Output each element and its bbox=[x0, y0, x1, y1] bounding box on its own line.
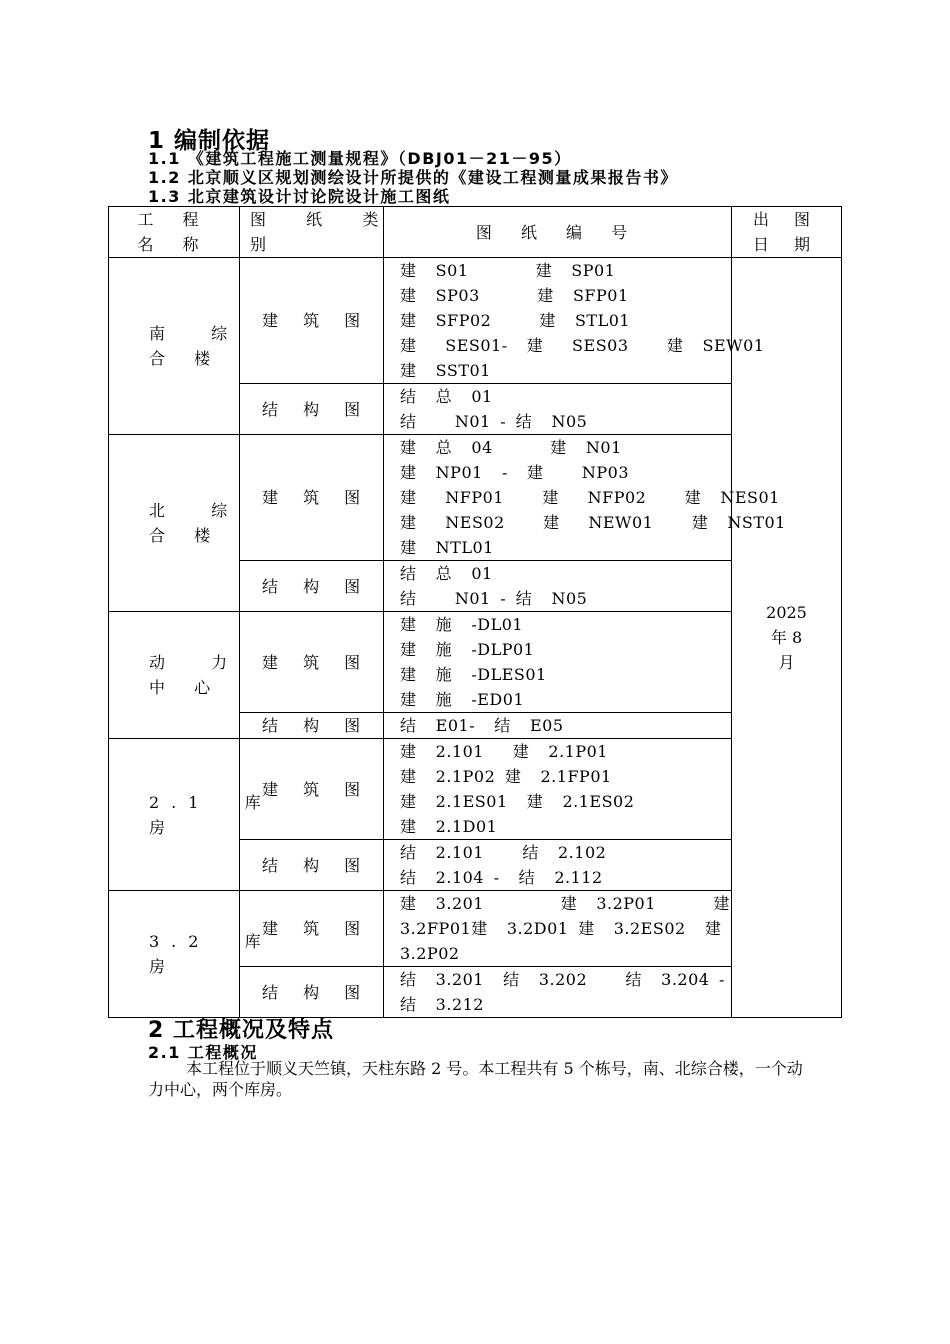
project-name-cell: 动 力 中 心 bbox=[109, 612, 240, 739]
drawing-code-line: 结 3.201 结 3.202 结 3.204 - bbox=[400, 970, 725, 989]
drawing-code-line: 建 3.201 建 3.2P01 建 bbox=[400, 894, 730, 913]
drawing-type-cell: 建 筑 图 bbox=[240, 435, 384, 561]
issue-date-cell: 2025 年 8 月 bbox=[732, 258, 842, 1018]
drawing-code-line: 结 3.212 bbox=[400, 995, 484, 1014]
drawing-code-line: 建 SP03 建 SFP01 bbox=[400, 286, 629, 305]
drawing-code-cell bbox=[384, 967, 732, 1018]
drawing-code-line: 建 施 -ED01 bbox=[400, 690, 525, 709]
header-drawing-code: 图 纸 编 号 bbox=[384, 207, 732, 258]
drawing-code-line: 结 E01- 结 E05 bbox=[400, 716, 564, 735]
drawing-code-line: 建 NES02 建 NEW01 建 NST01 bbox=[400, 513, 786, 532]
drawing-code-line: 建 NP01 - 建 NP03 bbox=[400, 463, 630, 482]
header-drawing-type: 图 纸 类 别 bbox=[240, 207, 384, 258]
drawing-code-line: 结 2.101 结 2.102 bbox=[400, 843, 607, 862]
drawing-code-line: 建 2.1P02 建 2.1FP01 bbox=[400, 767, 612, 786]
drawing-code-line: 建 2.1ES01 建 2.1ES02 bbox=[400, 792, 635, 811]
drawing-code-line: 建 2.1D01 bbox=[400, 817, 498, 836]
drawing-type-cell: 结 构 图 bbox=[240, 840, 384, 891]
drawing-code-cell bbox=[384, 258, 765, 384]
drawing-code-line: 建 NTL01 bbox=[400, 538, 494, 557]
drawing-code-cell bbox=[384, 713, 732, 739]
drawing-code-line: 结 2.104 - 结 2.112 bbox=[400, 868, 603, 887]
drawing-code-line: 建 2.101 建 2.1P01 bbox=[400, 742, 608, 761]
drawing-code-line: 建 SES01- 建 SES03 建 SEW01 bbox=[400, 336, 765, 355]
drawing-code-cell bbox=[384, 840, 732, 891]
drawing-type-cell: 建 筑 图 bbox=[240, 258, 384, 384]
drawing-type-cell: 结 构 图 bbox=[240, 384, 384, 435]
drawing-type-cell: 结 构 图 bbox=[240, 713, 384, 739]
drawing-code-line: 建 施 -DLP01 bbox=[400, 640, 535, 659]
overview-paragraph: 本工程位于顺义天竺镇，天柱东路 2 号。本工程共有 5 个栋号，南、北综合楼，一个动力中心，两个库房。 bbox=[148, 1059, 803, 1099]
drawing-code-line: 建 NFP01 建 NFP02 建 NES01 bbox=[400, 488, 780, 507]
table-header-row bbox=[109, 207, 842, 258]
drawing-type-cell: 建 筑 图 bbox=[240, 891, 384, 967]
project-name-cell: 南 综 合 楼 bbox=[109, 258, 240, 435]
drawing-code-cell bbox=[384, 561, 732, 612]
drawing-code-line: 结 N01 - 结 N05 bbox=[400, 589, 588, 608]
drawing-code-line: 建 施 -DLES01 bbox=[400, 665, 547, 684]
header-project-name: 工 程 名 称 bbox=[109, 207, 240, 258]
project-name-cell: 北 综 合 楼 bbox=[109, 435, 240, 612]
drawing-code-line: 结 总 01 bbox=[400, 564, 493, 583]
drawing-code-line: 建 SST01 bbox=[400, 361, 491, 380]
section-2-1-heading: 2.1 工程概况 bbox=[148, 1043, 258, 1062]
drawing-code-line: 结 N01 - 结 N05 bbox=[400, 412, 588, 431]
drawing-code-cell bbox=[384, 739, 732, 840]
section-2-heading: 2 工程概况及特点 bbox=[148, 1018, 334, 1043]
drawing-code-line: 结 总 01 bbox=[400, 387, 493, 406]
project-name-cell: 2.1 库 房 bbox=[109, 739, 240, 891]
drawing-code-line: 建 S01 建 SP01 bbox=[400, 261, 616, 280]
reference-3: 1.3 北京建筑设计讨论院设计施工图纸 bbox=[148, 187, 451, 206]
drawing-code-line: 建 施 -DL01 bbox=[400, 615, 524, 634]
drawing-code-cell bbox=[384, 384, 732, 435]
drawing-type-cell: 建 筑 图 bbox=[240, 612, 384, 713]
drawing-type-cell: 建 筑 图 bbox=[240, 739, 384, 840]
table-row bbox=[109, 258, 842, 384]
drawing-code-line: 建 SFP02 建 STL01 bbox=[400, 311, 631, 330]
drawing-code-line: 3.2FP01建 3.2D01 建 3.2ES02 建 bbox=[400, 919, 722, 938]
header-issue-date: 出 图 日 期 bbox=[732, 207, 842, 258]
drawing-code-line: 3.2P02 bbox=[400, 944, 460, 963]
reference-2: 1.2 北京顺义区规划测绘设计所提供的《建设工程测量成果报告书》 bbox=[148, 168, 678, 187]
reference-1: 1.1 《建筑工程施工测量规程》（DBJ01－21－95） bbox=[148, 149, 572, 168]
drawing-code-cell bbox=[384, 891, 732, 967]
drawing-code-line: 建 总 04 建 N01 bbox=[400, 438, 622, 457]
drawing-type-cell: 结 构 图 bbox=[240, 967, 384, 1018]
drawings-table bbox=[108, 206, 842, 1018]
drawing-code-cell bbox=[384, 435, 786, 561]
drawing-code-cell bbox=[384, 612, 732, 713]
section-1-heading: 1 编制依据 bbox=[148, 128, 271, 154]
drawing-type-cell: 结 构 图 bbox=[240, 561, 384, 612]
project-name-cell: 3.2 库 房 bbox=[109, 891, 240, 1018]
